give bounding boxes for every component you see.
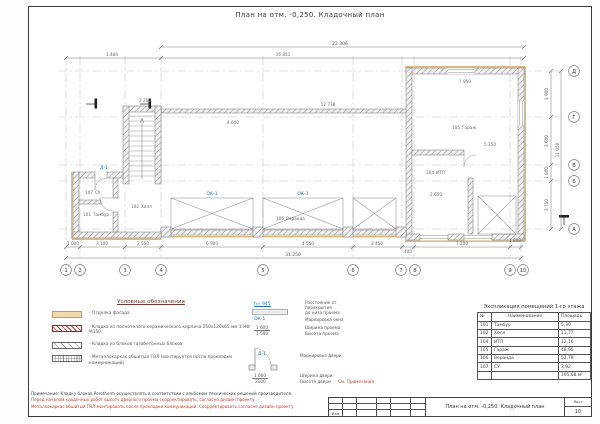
dim-b4: 6 900	[206, 241, 218, 246]
dim-b7: 400	[404, 249, 412, 254]
gas-block-swatch	[52, 342, 82, 349]
window-symbol	[252, 309, 288, 315]
legend-block	[52, 299, 250, 372]
dim-right-total: 11 050	[555, 142, 560, 158]
legend-item-block: - Кладка из блоков газобетонных блоков	[52, 342, 250, 349]
door-symbol	[248, 345, 278, 371]
opening-width-value: 1 600	[256, 325, 268, 330]
dim-top-right: 16 851	[275, 52, 291, 57]
explication-title: Экспликация помещений 1-го этажа	[483, 304, 585, 311]
window-openings	[448, 68, 524, 125]
dim-b5: 4 550	[302, 241, 314, 246]
facade-swatch	[52, 311, 82, 318]
svg-text:106Веранда: 106 Веранда	[276, 216, 305, 221]
door-mark: Д-1	[99, 166, 109, 171]
svg-text:102Холл: 102 Холл	[131, 204, 152, 209]
legend-title: Условные обозначения	[117, 299, 185, 305]
dim-b3: 2 550	[137, 241, 149, 246]
table-row: 107 СУ 3,92	[478, 363, 591, 371]
svg-text:2: 2	[78, 268, 82, 274]
svg-text:9: 9	[508, 268, 512, 274]
svg-text:8: 8	[413, 268, 417, 274]
dim-top	[64, 45, 526, 60]
sheet-number-box	[565, 398, 591, 416]
svg-text:1: 1	[64, 268, 68, 274]
opening-height-value: 1 500	[256, 331, 268, 336]
svg-text:2 200: 2 200	[139, 98, 151, 103]
svg-text:7: 7	[399, 268, 403, 274]
stamp-title: План на отм. -0,250. Кладочный план	[426, 398, 565, 416]
door-width-value: 1 000	[254, 373, 266, 378]
dim-right-4: 3 750	[544, 199, 549, 211]
svg-text:10: 10	[519, 268, 527, 274]
dim-top-main: 22 306	[332, 42, 348, 47]
window-mark: ОК-1	[206, 192, 218, 197]
izm-cell: Изм	[329, 410, 343, 416]
table-row: 104 ИТП 12,16	[478, 338, 591, 346]
dim-b1: 1 000	[67, 241, 79, 246]
height-mark-sample: h= 945	[254, 302, 271, 307]
metal-frame-swatch	[52, 355, 82, 362]
dim-top-left: 1 484	[106, 52, 118, 57]
table-total-row	[478, 371, 591, 379]
floor-plan-drawing	[28, 26, 593, 280]
note-line-3: Металлокаркас обшитый ГВЛ монтировать после прокладки коммуникаций. Скорректировать согласно дизайн проекту.	[31, 403, 295, 409]
dim-right-3: 1 800	[544, 167, 549, 179]
table-row: 106 Веранда 53,79	[478, 355, 591, 363]
room-explication-table: Экспликация помещений 1-го этажа № Наименование Площадь 101 Тамбур 5,39 102 Холл 11,77 104 ИТП 12,16 105 Гараж 48,95 106 Веранда 53,79 107 СУ 3,92 195,68 м²	[477, 303, 591, 380]
notes-block	[31, 391, 323, 410]
legend-item-brick: - Кладка из полнотелого керамического кирпича 250х120х65 мм 1 НФ М150	[52, 325, 250, 336]
door-mark-sample: Д-1	[258, 352, 267, 357]
table-row: 101 Тамбур 5,39	[478, 321, 591, 329]
axis-bubbles-right	[569, 66, 580, 235]
legend-item-facade: - Отделка фасада	[52, 311, 250, 318]
svg-text:7 950: 7 950	[459, 79, 471, 84]
svg-text:12 738: 12 738	[320, 102, 336, 107]
dim-right-1: 1 900	[544, 88, 549, 100]
door-height-value: 2100	[255, 379, 266, 384]
svg-text:3: 3	[123, 268, 127, 274]
revision-cells	[329, 398, 426, 416]
table-row: 105 Гараж 48,95	[478, 346, 591, 354]
window-mark-sample: ОК-1	[254, 317, 266, 322]
dim-b8: 7 200	[456, 241, 468, 246]
drawing-sheet: План на отм. -0,250. Кладочный план 22 306 1 484 16 851 1 900 3 600 1 800 3 750 11 050 1 000 3 100 2 550 6 900 4 550 3 450 400 7 200 1 800 31 250 1 2 3 4 5 6 7 8 9 10 Д Г В Б А 2 200 12 738 4 600 7 950 5 350 2 650 101 Тамбур 102 Холл 104 ИТП 105 Гараж 106 Веранда 107 СУ ОК-1 ОК-1 Д-1 Условные обозначения - Отделка фасада - Кладка из полнотелого керамического кирпича 250х120х65 мм 1 НФ М150 - Кладка из блоков газобетонных блоков - Металлокаркас обшитый ГВЛ (монтируется после прокладки коммуникаций) h= 945 Расстояние от перекрытия до низа проема ОК-1 Маркировка окна 1 600 Ширина проема 1 500 Высота проема Д-1 Маркировка двери 1 000 Ширина двери 2100 Высота двери См. Примечания Экспликация помещений 1-го этажа № Наименование Площадь 101 Тамбур 5,39 102 Холл 11,77 104 ИТП 12,16 105 Гараж 48,95 106 Веранда 53,79 107 СУ 3,92 195,68 м² Примечание: Кладку блоков Porotherm осуществлять в соответствии с альбомом технических решений производителя. Перед началом кладочных работ высоту дверного проема скорректировать, согласно дизайн проекту. Металлокаркас обшитый ГВЛ монтировать после прокладки коммуникаций. Скорректировать согласно дизайн проекту. Изм План на отм. -0,250. Кладочный план Лист 10	[0, 0, 600, 424]
svg-text:2 650: 2 650	[430, 192, 442, 197]
svg-text:4 600: 4 600	[227, 120, 239, 125]
axis-labels-right	[572, 69, 576, 233]
dim-b6: 3 450	[371, 241, 383, 246]
svg-text:А: А	[572, 227, 576, 233]
axis-labels-bottom	[64, 268, 526, 274]
svg-text:101Тамбур: 101 Тамбур	[83, 212, 110, 217]
interior-dimensions	[139, 79, 496, 197]
walls	[73, 68, 524, 240]
axis-bubbles-bottom	[61, 265, 529, 276]
svg-text:В: В	[572, 163, 576, 169]
svg-text:Б: Б	[572, 179, 576, 185]
axis-grid	[58, 56, 564, 259]
total-area: 195,68 м²	[559, 371, 591, 379]
title-block	[328, 397, 592, 417]
dim-right-2: 3 600	[544, 135, 549, 147]
sheet-label: Лист	[565, 398, 591, 407]
legend-item-metal: - Металлокаркас обшитый ГВЛ (монтируется после прокладки коммуникаций)	[52, 355, 250, 366]
drawing-title: План на отм. -0,250. Кладочный план	[235, 11, 385, 19]
svg-text:4: 4	[159, 268, 163, 274]
brick-hatch-swatch	[52, 325, 82, 332]
door-swings	[95, 155, 476, 211]
note-line-2: Перед началом кладочных работ высоту дверного проема скорректировать, согласно дизайн проекту.	[31, 397, 256, 403]
sheet-number: 10	[574, 409, 582, 415]
svg-text:Г: Г	[572, 115, 576, 121]
dim-b9: 1 800	[509, 238, 521, 243]
svg-text:6: 6	[351, 268, 355, 274]
note-line-1: Примечание: Кладку блоков Porotherm осуществлять в соответствии с альбомом технических решений производителя.	[31, 391, 293, 396]
svg-text:104ИТП: 104 ИТП	[426, 170, 445, 175]
dim-b2: 3 100	[96, 241, 108, 246]
staircase	[129, 116, 155, 179]
svg-text:5: 5	[261, 268, 265, 274]
svg-text:5 350: 5 350	[484, 142, 496, 147]
see-notes-ref: См. Примечания	[338, 379, 375, 384]
svg-text:Д: Д	[571, 69, 577, 75]
svg-text:105Гараж: 105 Гараж	[452, 125, 477, 130]
dim-bottom-total: 31 250	[285, 253, 301, 258]
window-mark: ОК-1	[297, 192, 309, 197]
table-row: 102 Холл 11,77	[478, 329, 591, 337]
svg-text:107СУ: 107 СУ	[85, 190, 101, 195]
